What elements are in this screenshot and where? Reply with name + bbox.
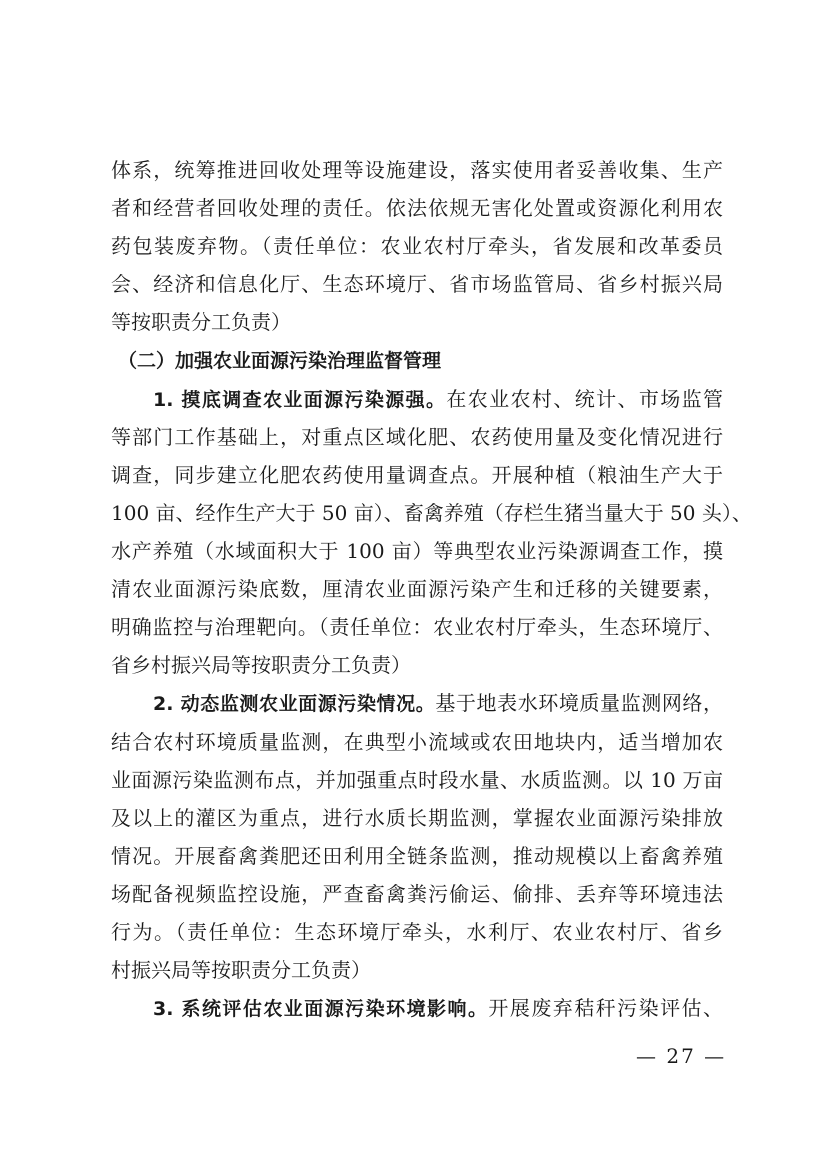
text-line bbox=[111, 761, 723, 799]
text-line bbox=[111, 570, 723, 608]
text-line bbox=[111, 875, 723, 913]
item-title: 2. 动态监测农业面源污染情况。 bbox=[153, 693, 436, 716]
line-text: 场配备视频监控设施，严查畜禽粪污偷运、偷排、丢弃等环境违法 bbox=[111, 881, 723, 906]
text-line bbox=[111, 303, 723, 341]
text-line bbox=[111, 951, 723, 989]
line-text: 会、经济和信息化厅、生态环境厅、省市场监管局、省乡村振兴局 bbox=[111, 272, 723, 297]
line-text: 等部门工作基础上，对重点区域化肥、农药使用量及变化情况进行 bbox=[111, 424, 723, 449]
text-line bbox=[111, 532, 723, 570]
line-text: 结合农村环境质量监测，在典型小流域或农田地块内，适当增加农 bbox=[111, 729, 723, 754]
item-title: 3. 系统评估农业面源污染环境影响。 bbox=[153, 998, 489, 1021]
item-title: 1. 摸底调查农业面源污染源强。 bbox=[153, 388, 447, 411]
line-text: 100 亩、经作生产大于 50 亩）、畜禽养殖（存栏生猪当量大于 50 头）、 bbox=[111, 500, 752, 525]
line-text: 及以上的灌区为重点，进行水质长期监测，掌握农业面源污染排放 bbox=[111, 805, 723, 830]
line-text: 开展废弃秸秆污染评估、 bbox=[488, 996, 723, 1021]
text-line bbox=[111, 799, 723, 837]
page-number: — 27 — bbox=[636, 1044, 727, 1068]
line-text: 水产养殖（水域面积大于 100 亩）等典型农业污染源调查工作，摸 bbox=[111, 539, 723, 563]
text-line bbox=[111, 608, 723, 646]
line-text: 业面源污染监测布点，并加强重点时段水量、水质监测。以 10 万亩 bbox=[111, 767, 723, 792]
line-text: 药包装废弃物。（责任单位：农业农村厅牵头，省发展和改革委员 bbox=[111, 234, 723, 259]
line-text: 基于地表水环境质量监测网络， bbox=[435, 691, 724, 716]
line-text: 情况。开展畜禽粪肥还田利用全链条监测，推动规模以上畜禽养殖 bbox=[111, 843, 723, 868]
text-line bbox=[111, 227, 723, 265]
text-line bbox=[153, 380, 723, 418]
text-line bbox=[111, 646, 723, 684]
text-line bbox=[111, 913, 723, 951]
text-line bbox=[153, 989, 723, 1027]
text-line bbox=[111, 723, 723, 761]
line-text: 在农业农村、统计、市场监管 bbox=[446, 386, 723, 411]
line-text: 行为。（责任单位：生态环境厅牵头，水利厅、农业农村厅、省乡 bbox=[111, 920, 723, 944]
text-line bbox=[111, 265, 723, 303]
text-line bbox=[111, 151, 723, 189]
line-text: 调查，同步建立化肥农药使用量调查点。开展种植（粮油生产大于 bbox=[111, 462, 723, 487]
text-line bbox=[111, 494, 752, 532]
line-text: 清农业面源污染底数，厘清农业面源污染产生和迁移的关键要素， bbox=[111, 577, 723, 602]
line-text: 明确监控与治理靶向。（责任单位：农业农村厅牵头，生态环境厅、 bbox=[111, 615, 723, 640]
line-text: 村振兴局等按职责分工负责） bbox=[111, 958, 371, 983]
text-line bbox=[153, 684, 723, 722]
text-line bbox=[111, 418, 723, 456]
line-text: 等按职责分工负责） bbox=[111, 310, 291, 335]
line-text: 省乡村振兴局等按职责分工负责） bbox=[111, 653, 411, 678]
line-text: 体系，统筹推进回收处理等设施建设，落实使用者妥善收集、生产 bbox=[111, 158, 723, 182]
line-text: （二）加强农业面源污染治理监督管理 bbox=[118, 349, 442, 372]
text-line bbox=[111, 837, 723, 875]
line-text: 者和经营者回收处理的责任。依法依规无害化处置或资源化利用农 bbox=[111, 196, 723, 221]
text-line bbox=[111, 456, 723, 494]
section-heading bbox=[118, 342, 441, 380]
text-line bbox=[111, 189, 723, 227]
